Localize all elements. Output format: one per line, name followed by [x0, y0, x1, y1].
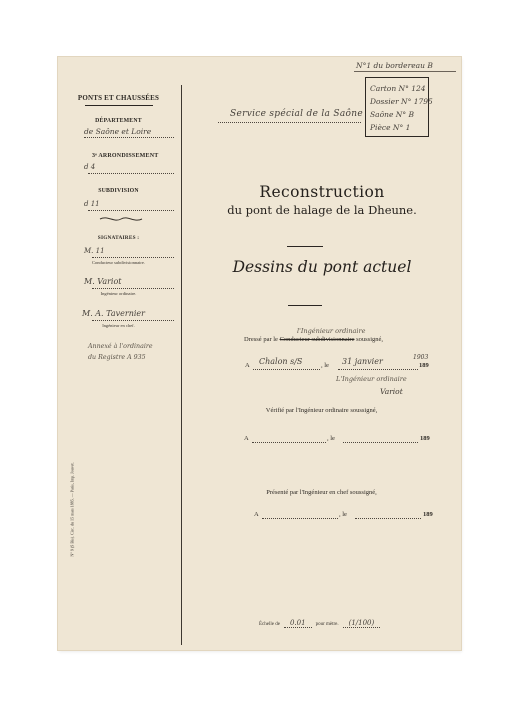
subdivision-value: d 11: [84, 200, 100, 208]
verifie-text: Vérifié par l'Ingénieur ordinaire soussigné,: [265, 407, 378, 414]
departement-value: de Saône et Loire: [84, 127, 152, 136]
dresse-a-label: A: [245, 362, 250, 369]
verifie-le-label: , le: [327, 435, 335, 442]
title-separator-bottom: [288, 305, 322, 306]
scale-label: Échelle de: [259, 622, 280, 627]
dresse-struck-role: Conducteur subdivisionnaire: [279, 336, 355, 343]
dresse-signature-title: L'Ingénieur ordinaire: [336, 375, 407, 383]
signatory-chef-dotline: [92, 320, 174, 321]
presente-year: 189: [423, 511, 433, 518]
subdivision-label: SUBDIVISION: [98, 188, 139, 194]
verifie-year: 189: [420, 435, 430, 442]
signatory-chef-role: Ingénieur en chef.: [102, 323, 135, 328]
service-dotline: [218, 122, 361, 123]
dresse-year-written: 1903: [413, 354, 429, 361]
departement-label: DÉPARTEMENT: [95, 118, 142, 124]
arrondissement-value: d 4: [84, 163, 96, 171]
presente-a-label: A: [254, 511, 259, 518]
stamp-line-piece: Pièce N° 1: [370, 123, 411, 132]
stamp-line-carton: Carton N° 124: [370, 84, 426, 93]
ornament-flourish: [98, 215, 144, 223]
subdivision-dotline: [88, 210, 174, 211]
arrondissement-label: 3ᵉ ARRONDISSEMENT: [92, 153, 159, 159]
verifie-place-dotline: [252, 442, 326, 443]
scale-suffix: pour mètre.: [315, 622, 339, 627]
verifie-a-label: A: [244, 435, 249, 442]
signatory-ingenieur-name: M. Variot: [84, 277, 122, 286]
sidebar-separator: [181, 85, 182, 645]
presente-text: Présenté par l'Ingénieur en chef soussigné,: [266, 489, 377, 496]
signatory-chef-name: M. A. Tavernier: [82, 309, 145, 318]
dresse-suffix: soussigné,: [356, 336, 384, 343]
departement-dotline: [84, 137, 174, 138]
dresse-le-label: , le: [321, 362, 329, 369]
title-separator-top: [287, 246, 323, 247]
signatory-conducteur-role: Conducteur subdivisionnaire.: [92, 260, 145, 265]
presente-date-dotline: [355, 518, 421, 519]
sidebar-header: PONTS ET CHAUSSÉES: [77, 94, 160, 102]
document-title-line1: Reconstruction: [259, 183, 385, 201]
stamp-line-dossier: Dossier N° 1795: [370, 97, 433, 106]
archive-stamp: [365, 77, 433, 137]
corner-reference-underline: [354, 71, 456, 72]
verifie-date-dotline: [343, 442, 418, 443]
signatory-ingenieur-dotline: [92, 288, 174, 289]
signataires-label: SIGNATAIRES :: [97, 235, 140, 241]
presente-place-dotline: [262, 518, 338, 519]
annexe-note-line1: Annexé à l'ordinaire: [88, 343, 153, 350]
dresse-place: Chalon s/S: [259, 357, 303, 366]
scale-value: 0.01: [284, 619, 312, 628]
dresse-place-dotline: [253, 369, 320, 370]
dresse-date-dotline: [338, 369, 418, 370]
dresse-signature-name: Variot: [380, 387, 403, 396]
annexe-note-line2: du Registre A 935: [88, 354, 146, 361]
service-heading: Service spécial de la Saône: [230, 109, 363, 119]
document-title-line2: du pont de halage de la Dheune.: [227, 203, 417, 217]
document-sheet: [58, 57, 461, 650]
arrondissement-dotline: [88, 173, 174, 174]
signatory-conducteur-name: M. 11: [84, 247, 105, 255]
presente-le-label: , le: [339, 511, 347, 518]
dresse-year-printed: 189: [419, 362, 429, 369]
printer-imprint: N° 9 (S Bis). Circ. du 15 mars 1885. — Paris, Imp. Jouvet.: [69, 462, 75, 557]
scale-fraction: (1/100): [343, 619, 381, 628]
dresse-prefix: Dressé par le: [244, 336, 278, 343]
drawing-subtitle: Dessins du pont actuel: [232, 258, 412, 276]
scale-line: [259, 612, 380, 630]
corner-reference: N°1 du bordereau B: [356, 61, 433, 70]
dresse-handwritten-role: l'Ingénieur ordinaire: [297, 327, 366, 335]
dresse-date: 31 janvier: [342, 357, 383, 366]
signatory-ingenieur-role: Ingénieur ordinaire.: [100, 291, 137, 296]
signatory-conducteur-dotline: [92, 257, 174, 258]
stamp-line-saone: Saône N° B: [370, 110, 414, 119]
dresse-line: [244, 336, 383, 343]
sidebar-header-rule: [85, 105, 153, 106]
